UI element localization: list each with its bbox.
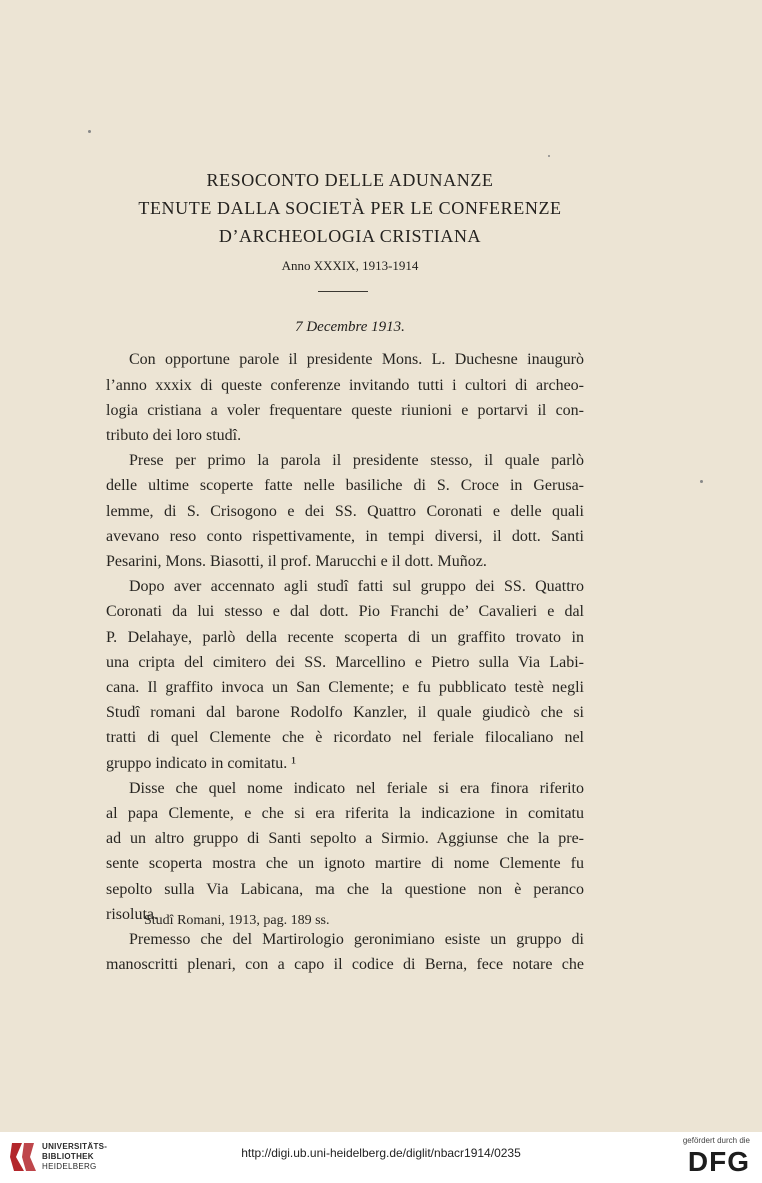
body-line: Studî romani dal barone Rodolfo Kanzler, il quale giudicò che si xyxy=(106,704,584,721)
library-name-line-3: HEIDELBERG xyxy=(42,1162,97,1171)
footnote: Studî Romani, 1913, pag. 189 ss. xyxy=(144,913,330,928)
body-line: logia cristiana a voler frequentare queste riunioni e portarvi il con- xyxy=(106,402,584,419)
body-line: una cripta del cimitero dei SS. Marcellino e Pietro sulla Via Labi- xyxy=(106,654,584,671)
meeting-date: 7 Decembre 1913. xyxy=(295,319,405,335)
bleed-through-text xyxy=(100,84,620,97)
library-name-line-2: BIBLIOTHEK xyxy=(42,1152,94,1161)
body-line: Disse che quel nome indicato nel feriale si era finora riferito xyxy=(129,780,584,797)
body-line: Dopo aver accennato agli studî fatti sul gruppo dei SS. Quattro xyxy=(129,578,584,595)
body-line: Con opportune parole il presidente Mons. L. Duchesne inaugurò xyxy=(129,351,584,368)
body-line: tributo dei loro studî. xyxy=(106,427,242,444)
scan-speck xyxy=(88,130,91,133)
body-line: risoluta. xyxy=(106,906,158,923)
body-line: tratti di quel Clemente che è ricordato nel feriale filocaliano nel xyxy=(106,729,584,746)
title-line-1: RESOCONTO DELLE ADUNANZE xyxy=(206,170,494,190)
volume-subtitle: Anno XXXIX, 1913-1914 xyxy=(281,258,419,273)
dfg-logo: DFG xyxy=(687,1146,750,1177)
body-line: Premesso che del Martirologio geronimiano esiste un gruppo di xyxy=(129,931,584,948)
body-line: Pesarini, Mons. Biasotti, il prof. Marucchi e il dott. Muñoz. xyxy=(106,553,487,570)
body-line: sepolto sulla Via Labicana, ma che la questione non è peranco xyxy=(106,881,584,898)
title-line-3: D’ARCHEOLOGIA CRISTIANA xyxy=(218,226,482,246)
body-line: avevano reso conto rispettivamente, in tempi diversi, il dott. Santi xyxy=(106,528,584,545)
body-line: manoscritti plenari, con a capo il codice di Berna, fece notare che xyxy=(106,956,584,973)
body-line: sente scoperta mostra che un ignoto martire di nome Clemente fu xyxy=(106,855,584,872)
title-divider xyxy=(318,291,368,292)
body-line: ad un altro gruppo di Santi sepolto a Sirmio. Aggiunse che la pre- xyxy=(106,830,584,847)
body-line: al papa Clemente, e che si era riferita la indicazione in comitatu xyxy=(106,805,584,822)
body-line: lemme, di S. Crisogono e dei SS. Quattro Coronati e delle quali xyxy=(106,503,584,520)
body-line: P. Delahaye, parlò della recente scoperta di un graffito trovato in xyxy=(106,629,584,646)
scan-speck xyxy=(548,155,550,157)
library-name-line-1: UNIVERSITÄTS- xyxy=(42,1142,108,1151)
body-line: l’anno xxxix di queste conferenze invitando tutti i cultori di archeo- xyxy=(106,377,584,394)
body-line: Prese per primo la parola il presidente stesso, il quale parlò xyxy=(129,452,584,469)
permalink-url[interactable]: http://digi.ub.uni-heidelberg.de/diglit/nbacr1914/0235 xyxy=(241,1146,521,1160)
body-line: cana. Il graffito invoca un San Clemente; e fu pubblicato testè negli xyxy=(106,679,584,696)
scan-speck xyxy=(700,480,703,483)
body-line: gruppo indicato in comitatu. ¹ xyxy=(106,755,297,772)
body-line: delle ultime scoperte fatte nelle basiliche di S. Croce in Gerusa- xyxy=(106,477,584,494)
funded-by-label: gefördert durch die xyxy=(682,1136,750,1145)
viewer-footer xyxy=(0,1132,762,1183)
title-line-2: TENUTE DALLA SOCIETÀ PER LE CONFERENZE xyxy=(138,198,562,218)
body-line: Coronati da lui stesso e dal dott. Pio Franchi de’ Cavalieri e dal xyxy=(106,603,584,620)
